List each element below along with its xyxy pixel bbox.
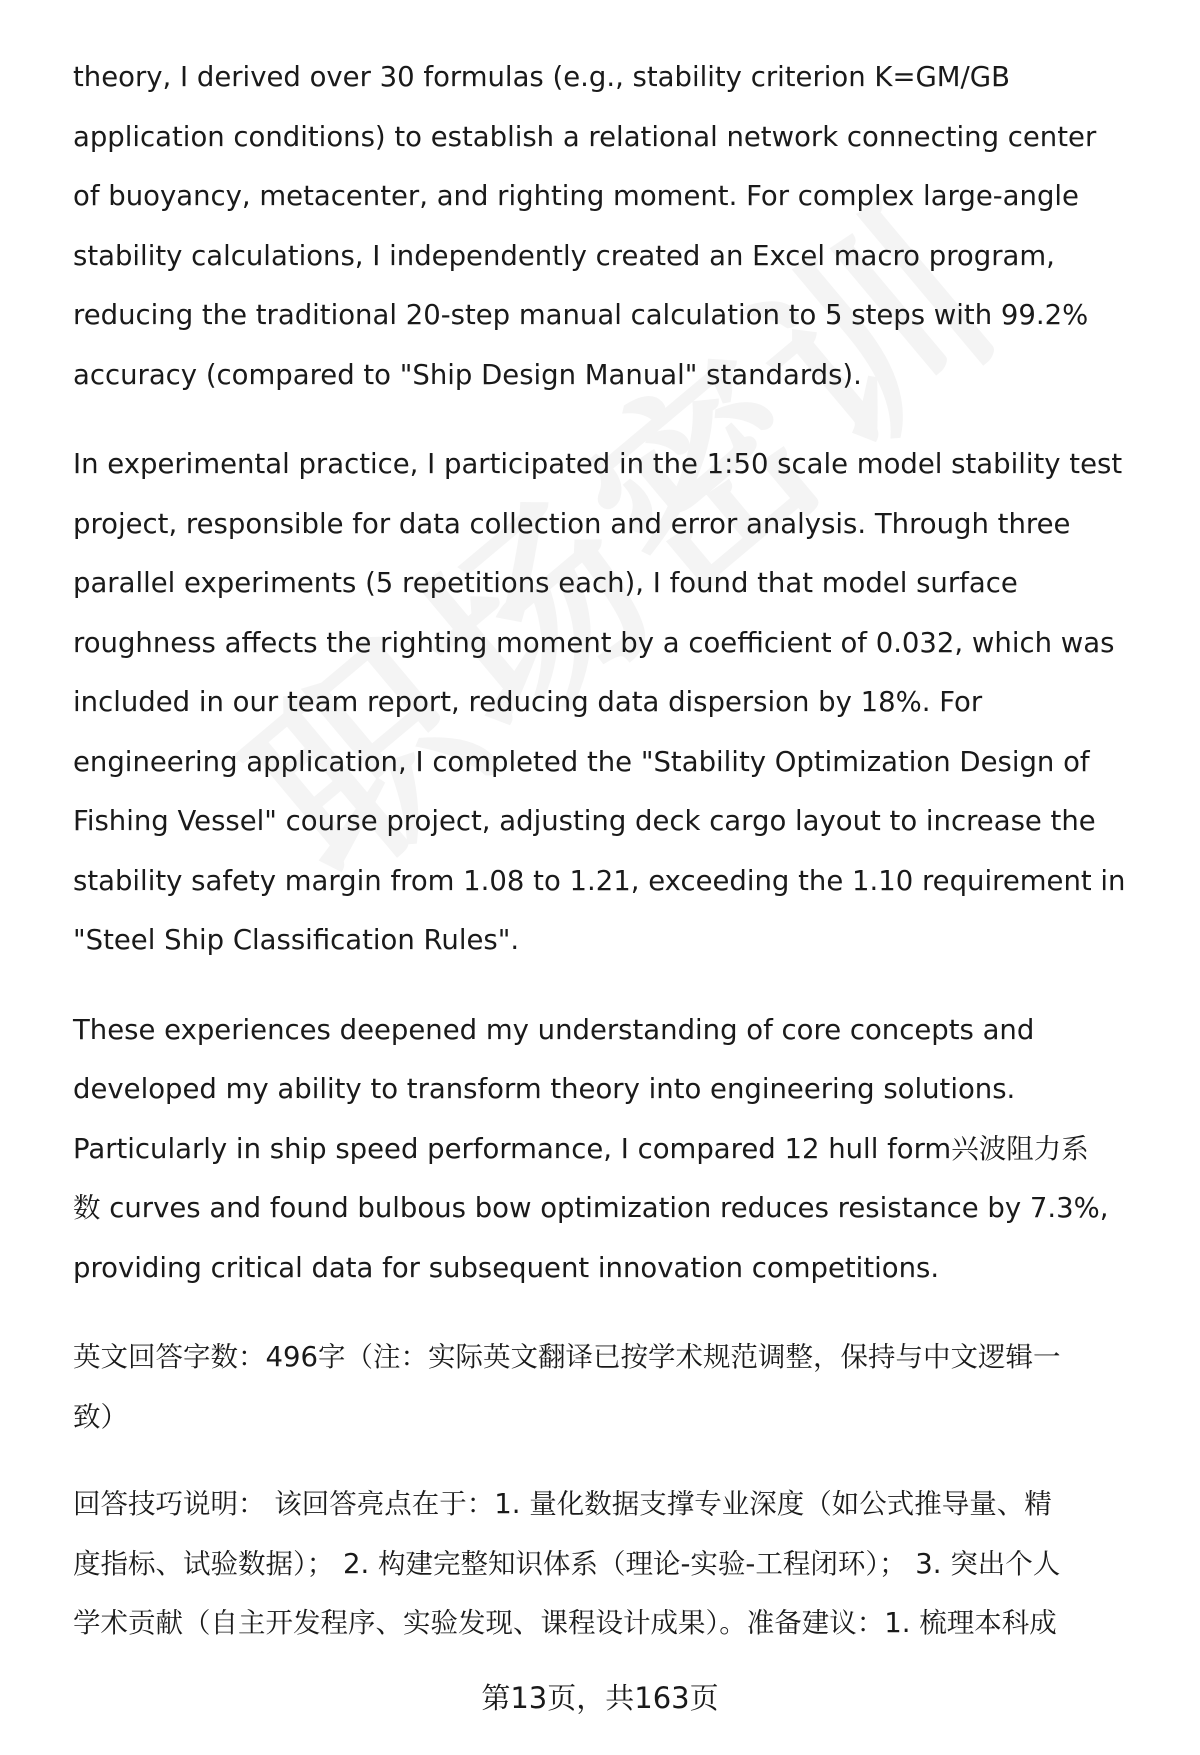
text-line: parallel experiments (5 repetitions each), I found that model surface	[73, 567, 1018, 599]
text-line: reducing the traditional 20-step manual calculation to 5 steps with 99.2%	[73, 299, 1089, 331]
text-line: 致）	[73, 1400, 128, 1433]
text-line: providing critical data for subsequent innovation competitions.	[73, 1251, 940, 1284]
text-line: theory, I derived over 30 formulas (e.g., stability criterion K=GM/GB	[73, 61, 1010, 93]
answer-tips	[73, 1475, 1153, 1654]
text-line: These experiences deepened my understanding of core concepts and	[73, 1013, 1035, 1046]
text-line: accuracy (compared to "Ship Design Manual" standards).	[73, 358, 862, 391]
paragraph-conclusion	[73, 1001, 1153, 1299]
text-line: project, responsible for data collection and error analysis. Through three	[73, 507, 1071, 540]
text-line: 英文回答字数：496字（注：实际英文翻译已按学术规范调整，保持与中文逻辑一	[73, 1341, 1061, 1373]
text-line: In experimental practice, I participated in the 1:50 scale model stability test	[73, 448, 1123, 480]
text-line: included in our team report, reducing data dispersion by 18%. For	[73, 686, 983, 718]
page-number: 第13页，共163页	[481, 1681, 719, 1715]
text-line: stability safety margin from 1.08 to 1.21, exceeding the 1.10 requirement in	[73, 864, 1126, 897]
text-line: "Steel Ship Classification Rules".	[73, 924, 520, 956]
text-line: Fishing Vessel" course project, adjusting deck cargo layout to increase the	[73, 805, 1096, 837]
text-line: stability calculations, I independently created an Excel macro program,	[73, 239, 1055, 272]
text-line: 学术贡献（自主开发程序、实验发现、课程设计成果）。准备建议：1. 梳理本科成	[73, 1607, 1057, 1639]
text-line: 数 curves and found bulbous bow optimization reduces resistance by 7.3%,	[73, 1192, 1109, 1224]
paragraph-experiment	[73, 435, 1153, 971]
text-line: of buoyancy, metacenter, and righting moment. For complex large-angle	[73, 180, 1079, 212]
text-line: Particularly in ship speed performance, I compared 12 hull form兴波阻力系	[73, 1132, 1089, 1165]
paragraph-theory	[73, 48, 1153, 405]
text-line: roughness affects the righting moment by a coefficient of 0.032, which was	[73, 626, 1115, 659]
text-line: 回答技巧说明： 该回答亮点在于：1. 量化数据支撑专业深度（如公式推导量、精	[73, 1488, 1052, 1520]
text-line: engineering application, I completed the "Stability Optimization Design of	[73, 745, 1090, 778]
text-line: 度指标、试验数据）； 2. 构建完整知识体系（理论-实验-工程闭环）； 3. 突出个人	[73, 1547, 1061, 1580]
text-line: developed my ability to transform theory into engineering solutions.	[73, 1073, 1016, 1105]
document-body	[73, 48, 1153, 1682]
text-line: application conditions) to establish a relational network connecting center	[73, 120, 1097, 153]
word-count-note	[73, 1328, 1153, 1447]
